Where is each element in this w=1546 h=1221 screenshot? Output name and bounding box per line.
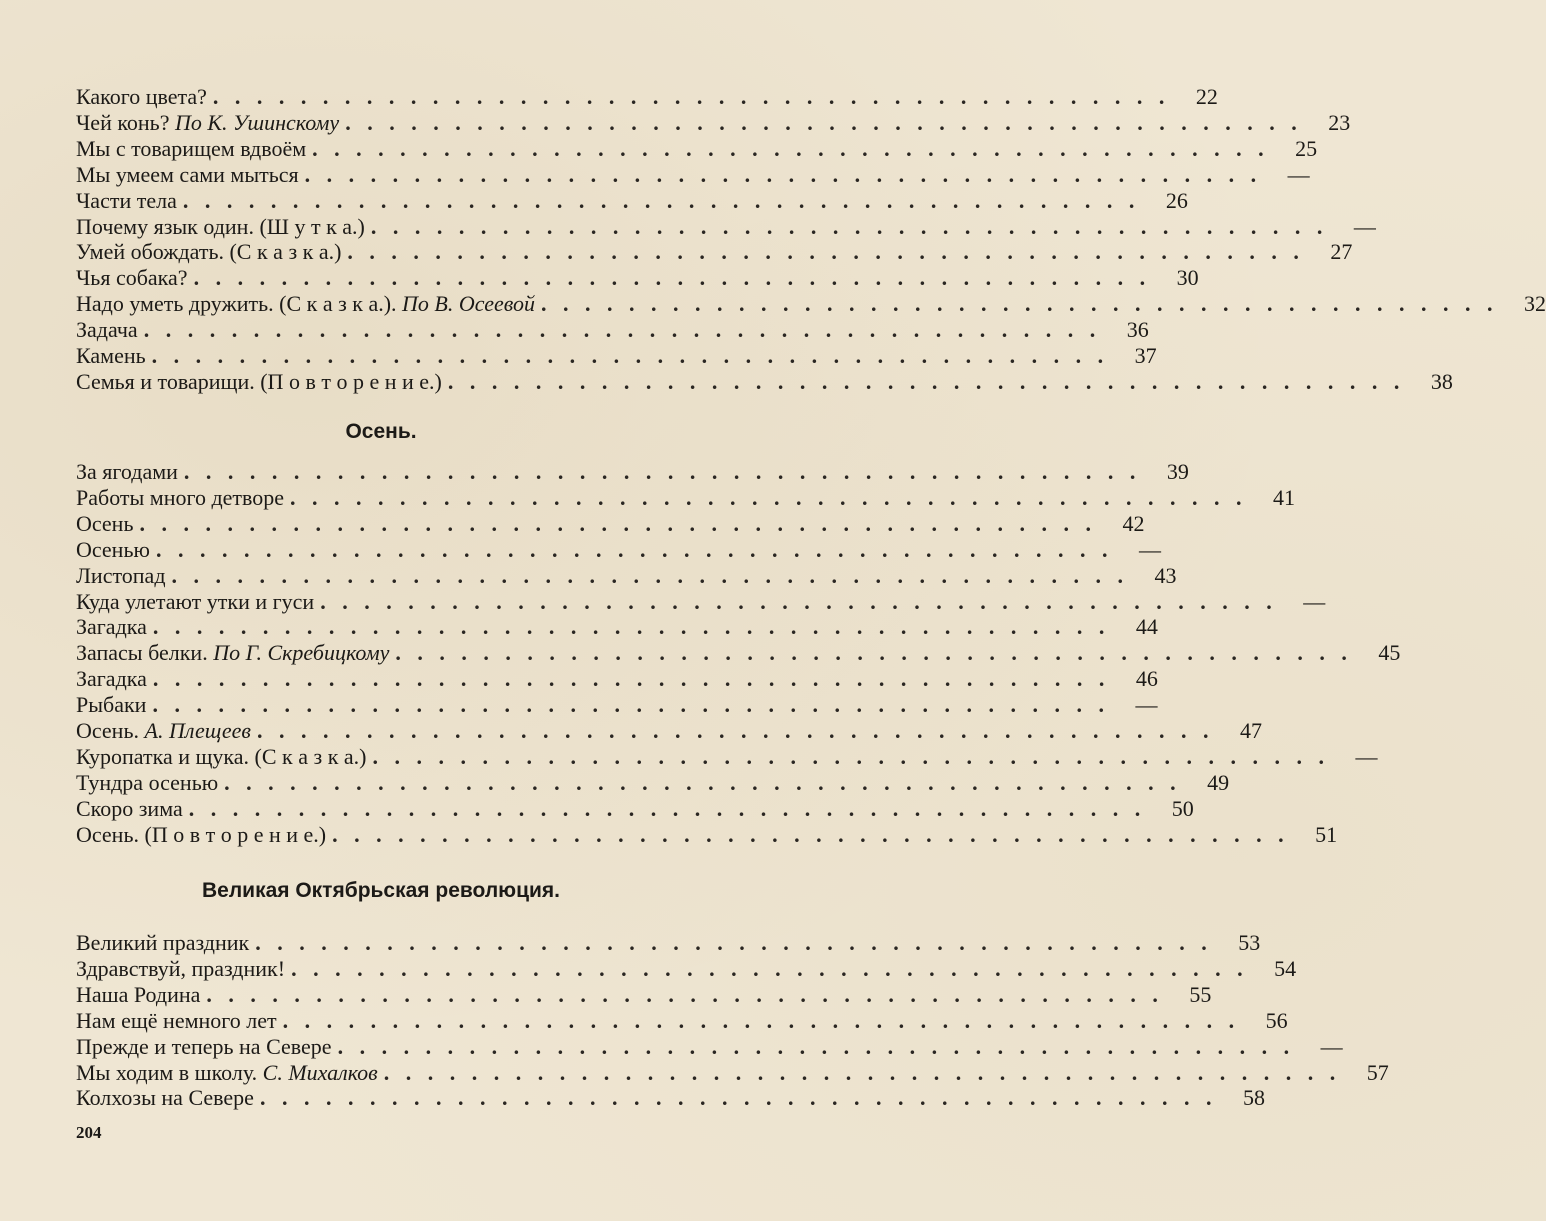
entry-page: 47 (1239, 718, 1262, 743)
entry-author: С. Михалков (262, 1059, 378, 1085)
section-heading: Великая Октябрьская революция. (201, 879, 561, 902)
dot-leader: . . . . . . . . . . . . . . . . . . . . . . . . . . . . . . . . . . . . . . . . . . . . (312, 135, 1270, 161)
entry-title (76, 343, 146, 369)
entry-page: 41 (1273, 484, 1296, 510)
dot-leader: . . . . . . . . . . . . . . . . . . . . . . . . . . . . . . . . . . . . . . . . . . . . (372, 743, 1330, 769)
toc-entry (76, 955, 1297, 982)
entry-title (76, 110, 339, 136)
entry-page: 55 (1189, 981, 1212, 1007)
entry-title-text: Прежде и теперь на Севере (76, 1033, 332, 1059)
toc-entry (76, 109, 1351, 136)
toc-entry (76, 291, 1546, 317)
entry-title-text: За ягодами (76, 459, 178, 484)
toc-entry (76, 588, 1326, 615)
dot-leader: . . . . . . . . . . . . . . . . . . . . . . . . . . . . . . . . . . . . . . . . . . . . (139, 510, 1097, 536)
entry-page: 49 (1207, 769, 1230, 795)
entry-title (76, 744, 366, 770)
entry-page: 50 (1171, 795, 1194, 821)
entry-title-text: Скоро зима (76, 795, 183, 821)
entry-title-text: Куропатка и щука. (С к а з к а.) (76, 743, 367, 769)
entry-title (76, 291, 535, 317)
entry-title (76, 770, 218, 796)
page-number: 204 (76, 1123, 102, 1142)
entry-title (76, 265, 188, 291)
toc-entry (76, 981, 1212, 1008)
entry-title-text: Листопад (76, 562, 166, 588)
entry-title (76, 136, 306, 162)
entry-title-text: Задача (76, 317, 138, 343)
entry-title-text: Запасы белки. (76, 640, 214, 666)
toc-entry (76, 1085, 1265, 1111)
dot-leader: . . . . . . . . . . . . . . . . . . . . . . . . . . . . . . . . . . . . . . . . . . . . (206, 981, 1164, 1007)
entry-title (76, 214, 365, 240)
dot-leader: . . . . . . . . . . . . . . . . . . . . . . . . . . . . . . . . . . . . . . . . . . . . (541, 291, 1499, 317)
entry-title (76, 982, 200, 1008)
dot-leader: . . . . . . . . . . . . . . . . . . . . . . . . . . . . . . . . . . . . . . . . . . . . (447, 368, 1405, 394)
dot-leader: . . . . . . . . . . . . . . . . . . . . . . . . . . . . . . . . . . . . . . . . . . . . (395, 640, 1353, 666)
entry-title-text: Части тела (76, 187, 177, 213)
entry-title-text: Мы с товарищем вдвоём (76, 135, 307, 161)
entry-title-text: Колхозы на Севере (76, 1085, 254, 1111)
entry-title-text: Надо уметь дружить. (С к а з к а.). (76, 291, 403, 317)
entry-title (76, 666, 147, 692)
entry-title-text: Осень. (76, 718, 145, 743)
dot-leader: . . . . . . . . . . . . . . . . . . . . . . . . . . . . . . . . . . . . . . . . . . . . (291, 955, 1249, 981)
toc-entry (76, 368, 1453, 395)
entry-title (76, 511, 134, 537)
dot-leader: . . . . . . . . . . . . . . . . . . . . . . . . . . . . . . . . . . . . . . . . . . . . (224, 769, 1182, 795)
dot-leader: . . . . . . . . . . . . . . . . . . . . . . . . . . . . . . . . . . . . . . . . . . . . (347, 239, 1305, 265)
toc-entry (76, 161, 1310, 188)
toc-entry (76, 562, 1177, 589)
entry-title-text: Наша Родина (76, 981, 201, 1007)
toc-entry (76, 265, 1199, 291)
entry-title-text: Куда улетают утки и гуси (76, 588, 315, 614)
dot-leader: . . . . . . . . . . . . . . . . . . . . . . . . . . . . . . . . . . . . . . . . . . . . (188, 795, 1146, 821)
entry-title (76, 1060, 378, 1086)
dot-leader: . . . . . . . . . . . . . . . . . . . . . . . . . . . . . . . . . . . . . . . . . . . . (345, 109, 1303, 135)
entry-page: 27 (1330, 239, 1353, 265)
toc-entry (76, 614, 1158, 640)
toc-entry (76, 510, 1145, 537)
entry-title-text: Рыбаки (76, 692, 147, 718)
section-heading: Осень. (345, 420, 417, 443)
entry-title (76, 317, 138, 343)
entry-title (76, 930, 249, 956)
entry-title-text: Чья собака? (76, 265, 188, 291)
entry-title-text: Умей обождать. (С к а з к а.) (76, 239, 342, 265)
entry-title (76, 1008, 277, 1034)
toc-entry (76, 317, 1149, 343)
entry-page: 38 (1430, 368, 1453, 394)
toc-entry (76, 187, 1188, 214)
entry-page: 32 (1524, 291, 1546, 317)
toc-entry (76, 666, 1158, 692)
entry-title-text: Осень (76, 510, 134, 536)
toc-entry (76, 484, 1296, 511)
entry-page: — (1135, 692, 1158, 718)
toc-entry (76, 459, 1189, 485)
toc-entry (76, 930, 1261, 956)
dot-leader: . . . . . . . . . . . . . . . . . . . . . . . . . . . . . . . . . . . . . . . . . . . . (182, 187, 1140, 213)
dot-leader: . . . . . . . . . . . . . . . . . . . . . . . . . . . . . . . . . . . . . . . . . . . . (151, 343, 1109, 368)
entry-page: 36 (1126, 317, 1149, 343)
dot-leader: . . . . . . . . . . . . . . . . . . . . . . . . . . . . . . . . . . . . . . . . . . . . (304, 161, 1262, 187)
entry-page: 45 (1378, 640, 1401, 666)
entry-title (76, 1034, 332, 1060)
entry-author: По К. Ушинскому (174, 109, 340, 135)
dot-leader: . . . . . . . . . . . . . . . . . . . . . . . . . . . . . . . . . . . . . . . . . . . . (259, 1085, 1217, 1111)
entry-page: — (1138, 536, 1161, 562)
entry-title (76, 614, 147, 640)
entry-title-text: Семья и товарищи. (П о в т о р е н и е.) (76, 368, 442, 394)
entry-page: 44 (1135, 614, 1158, 640)
entry-page: 25 (1295, 135, 1318, 161)
toc-entry (76, 84, 1218, 110)
entry-title (76, 162, 299, 188)
dot-leader: . . . . . . . . . . . . . . . . . . . . . . . . . . . . . . . . . . . . . . . . . . . . (152, 692, 1110, 718)
toc-entry (76, 692, 1158, 718)
entry-title (76, 537, 150, 563)
entry-title (76, 563, 166, 589)
entry-title-text: Мы ходим в школу. (76, 1059, 263, 1085)
dot-leader: . . . . . . . . . . . . . . . . . . . . . . . . . . . . . . . . . . . . . . . . . . . . (320, 588, 1278, 614)
entry-page: — (1353, 213, 1376, 239)
entry-page: 46 (1135, 666, 1158, 692)
entry-page: — (1355, 743, 1378, 769)
dot-leader: . . . . . . . . . . . . . . . . . . . . . . . . . . . . . . . . . . . . . . . . . . . . (370, 213, 1328, 239)
toc-entry (76, 743, 1378, 770)
entry-author: По Г. Скребицкому (213, 640, 390, 666)
dot-leader: . . . . . . . . . . . . . . . . . . . . . . . . . . . . . . . . . . . . . . . . . . . . (171, 562, 1129, 588)
entry-page: 53 (1238, 930, 1261, 955)
entry-page: — (1303, 588, 1326, 614)
dot-leader: . . . . . . . . . . . . . . . . . . . . . . . . . . . . . . . . . . . . . . . . . . . . (183, 459, 1141, 484)
entry-title (76, 692, 146, 718)
toc-entry (76, 1007, 1288, 1034)
toc-entry (76, 135, 1318, 162)
entry-title-text: Осенью (76, 536, 150, 562)
entry-author: По В. Осеевой (402, 291, 536, 317)
entry-page: 39 (1166, 459, 1189, 484)
dot-leader: . . . . . . . . . . . . . . . . . . . . . . . . . . . . . . . . . . . . . . . . . . . . (290, 484, 1248, 510)
entry-title (76, 459, 178, 485)
dot-leader: . . . . . . . . . . . . . . . . . . . . . . . . . . . . . . . . . . . . . . . . . . . . (337, 1033, 1295, 1059)
entry-page: 22 (1195, 84, 1218, 109)
entry-title-text: Великий праздник (76, 930, 250, 955)
entry-page: 26 (1165, 187, 1188, 213)
dot-leader: . . . . . . . . . . . . . . . . . . . . . . . . . . . . . . . . . . . . . . . . . . . . (256, 718, 1214, 743)
entry-page: 23 (1328, 109, 1351, 135)
entry-title (76, 589, 314, 615)
dot-leader: . . . . . . . . . . . . . . . . . . . . . . . . . . . . . . . . . . . . . . . . . . . . (282, 1007, 1240, 1033)
toc-entry (76, 213, 1376, 240)
toc-entry (76, 536, 1161, 563)
entry-title (76, 84, 207, 110)
entry-page: 42 (1122, 510, 1145, 536)
toc-entry (76, 1033, 1343, 1060)
entry-title-text: Загадка (76, 614, 147, 640)
entry-title-text: Мы умеем сами мыться (76, 161, 299, 187)
entry-title-text: Нам ещё немного лет (76, 1007, 277, 1033)
toc-entry (76, 769, 1230, 796)
entry-title-text: Чей конь? (76, 109, 175, 135)
entry-title (76, 188, 177, 214)
dot-leader: . . . . . . . . . . . . . . . . . . . . . . . . . . . . . . . . . . . . . . . . . . . . (332, 821, 1290, 847)
entry-title (76, 822, 326, 848)
dot-leader: . . . . . . . . . . . . . . . . . . . . . . . . . . . . . . . . . . . . . . . . . . . . (383, 1059, 1341, 1085)
toc-entry (76, 239, 1353, 265)
toc-entry (76, 821, 1338, 848)
entry-page: 37 (1134, 343, 1157, 368)
toc-entry (76, 1059, 1389, 1086)
entry-title-text: Осень. (П о в т о р е н и е.) (76, 821, 327, 847)
entry-title-text: Почему язык один. (Ш у т к а.) (76, 213, 365, 239)
entry-title (76, 369, 442, 395)
entry-title-text: Тундра осенью (76, 769, 219, 795)
entry-title (76, 718, 251, 744)
toc-entry (76, 718, 1262, 744)
entry-title (76, 640, 389, 666)
entry-title-text: Работы много детворе (76, 484, 285, 510)
entry-title-text: Камень (76, 343, 146, 368)
dot-leader: . . . . . . . . . . . . . . . . . . . . . . . . . . . . . . . . . . . . . . . . . . . . (152, 666, 1110, 692)
entry-title (76, 485, 284, 511)
entry-page: 58 (1242, 1085, 1265, 1111)
entry-page: 57 (1366, 1059, 1389, 1085)
toc-entry (76, 343, 1157, 369)
entry-title (76, 796, 183, 822)
dot-leader: . . . . . . . . . . . . . . . . . . . . . . . . . . . . . . . . . . . . . . . . . . . . (155, 536, 1113, 562)
dot-leader: . . . . . . . . . . . . . . . . . . . . . . . . . . . . . . . . . . . . . . . . . . . . (143, 317, 1101, 343)
entry-title (76, 956, 285, 982)
toc-entry (76, 795, 1194, 822)
toc-entry (76, 640, 1401, 666)
entry-page: 51 (1315, 821, 1338, 847)
entry-page: 54 (1274, 955, 1297, 981)
entry-page: 43 (1154, 562, 1177, 588)
entry-author: А. Плещеев (144, 718, 251, 743)
entry-page: 56 (1265, 1007, 1288, 1033)
dot-leader: . . . . . . . . . . . . . . . . . . . . . . . . . . . . . . . . . . . . . . . . . . . . (255, 930, 1213, 955)
entry-title-text: Здравствуй, праздник! (76, 955, 286, 981)
entry-page: — (1287, 161, 1310, 187)
dot-leader: . . . . . . . . . . . . . . . . . . . . . . . . . . . . . . . . . . . . . . . . . . . . (152, 614, 1110, 640)
entry-title (76, 239, 341, 265)
entry-page: 30 (1176, 265, 1199, 291)
entry-title (76, 1085, 254, 1111)
entry-title-text: Какого цвета? (76, 84, 207, 109)
dot-leader: . . . . . . . . . . . . . . . . . . . . . . . . . . . . . . . . . . . . . . . . . . . . (212, 84, 1170, 109)
entry-title-text: Загадка (76, 666, 147, 692)
dot-leader: . . . . . . . . . . . . . . . . . . . . . . . . . . . . . . . . . . . . . . . . . . . . (193, 265, 1151, 291)
entry-page: — (1320, 1033, 1343, 1059)
